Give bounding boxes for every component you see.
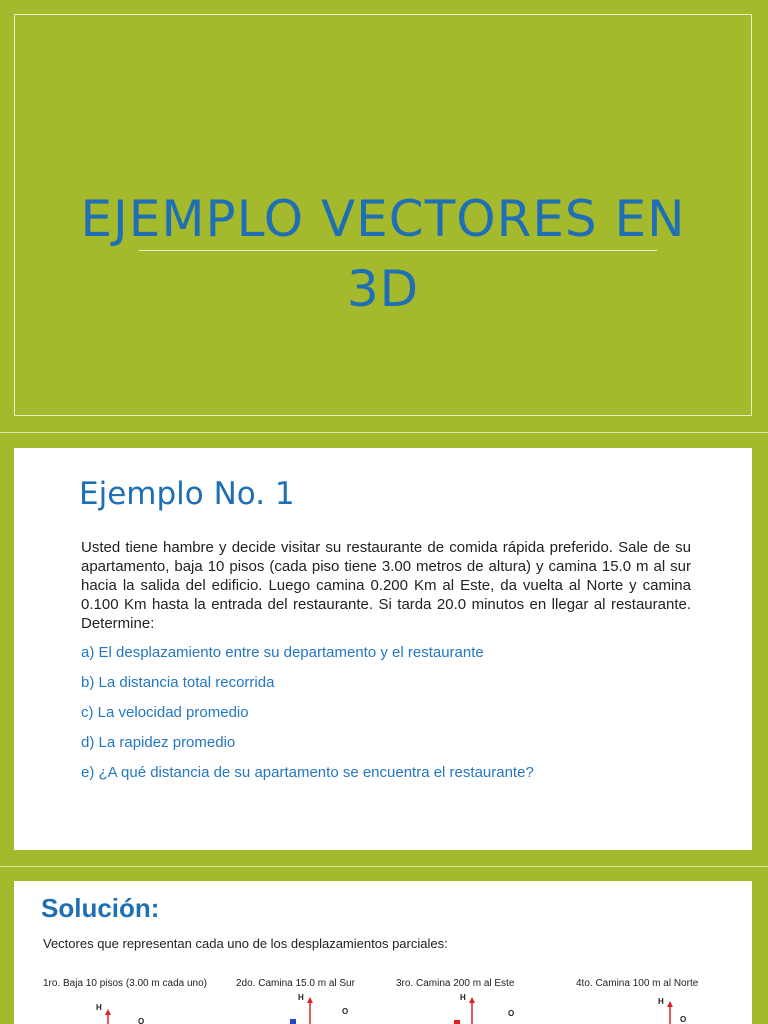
- question-a: a) El desplazamiento entre su departamento y el restaurante: [81, 644, 484, 661]
- question-e: e) ¿A qué distancia de su apartamento se encuentra el restaurante?: [81, 764, 534, 781]
- axis-h-label: H: [298, 993, 304, 1002]
- axis-h-label: H: [658, 997, 664, 1006]
- title-slide: [14, 14, 752, 416]
- example-slide: [14, 448, 752, 850]
- vector-arrow-icon: [466, 997, 478, 1024]
- axis-o-label: O: [508, 1009, 515, 1018]
- vector-arrow-icon: [102, 1009, 114, 1024]
- solution-heading: Solución:: [41, 893, 160, 923]
- vector-marker-icon: [454, 1019, 464, 1024]
- question-c: c) La velocidad promedio: [81, 704, 249, 721]
- slide-separator: [0, 432, 768, 433]
- slide-title-line2: 3D: [346, 260, 420, 318]
- title-divider: [139, 250, 657, 251]
- axis-o-label: O: [342, 1007, 349, 1016]
- solution-subtitle: Vectores que representan cada uno de los desplazamientos parciales:: [43, 936, 448, 951]
- example-heading: Ejemplo No. 1: [79, 476, 295, 512]
- axis-o-label: O: [680, 1015, 687, 1024]
- problem-statement: Usted tiene hambre y decide visitar su restaurante de comida rápida preferido. Sale de su apartamento, baja 10 pisos (cada piso tiene 3.00 metros de altura) y camina 15.0 m al sur hacia la salida del edificio. Luego camina 0.200 Km al Este, da vuelta al Norte y camina 0.100 Km hasta la entrada del restaurante. Si tarda 20.0 minutos en llegar al restaurante. Determine:: [81, 539, 691, 632]
- slide-title-line1: EJEMPLO VECTORES EN: [80, 190, 686, 248]
- step-label-2: 2do. Camina 15.0 m al Sur: [236, 978, 355, 989]
- axis-h-label: H: [96, 1003, 102, 1012]
- vector-arrow-icon: [664, 1001, 676, 1024]
- axis-h-label: H: [460, 993, 466, 1002]
- step-label-3: 3ro. Camina 200 m al Este: [396, 978, 515, 989]
- solution-slide: [14, 881, 752, 1024]
- vector-arrow-icon: [304, 997, 316, 1024]
- vector-marker-icon: [290, 1017, 300, 1024]
- question-d: d) La rapidez promedio: [81, 734, 236, 751]
- step-label-4: 4to. Camina 100 m al Norte: [576, 978, 699, 989]
- question-b: b) La distancia total recorrida: [81, 674, 275, 691]
- slide-separator: [0, 866, 768, 867]
- axis-o-label: O: [138, 1017, 145, 1024]
- step-label-1: 1ro. Baja 10 pisos (3.00 m cada uno): [43, 978, 207, 989]
